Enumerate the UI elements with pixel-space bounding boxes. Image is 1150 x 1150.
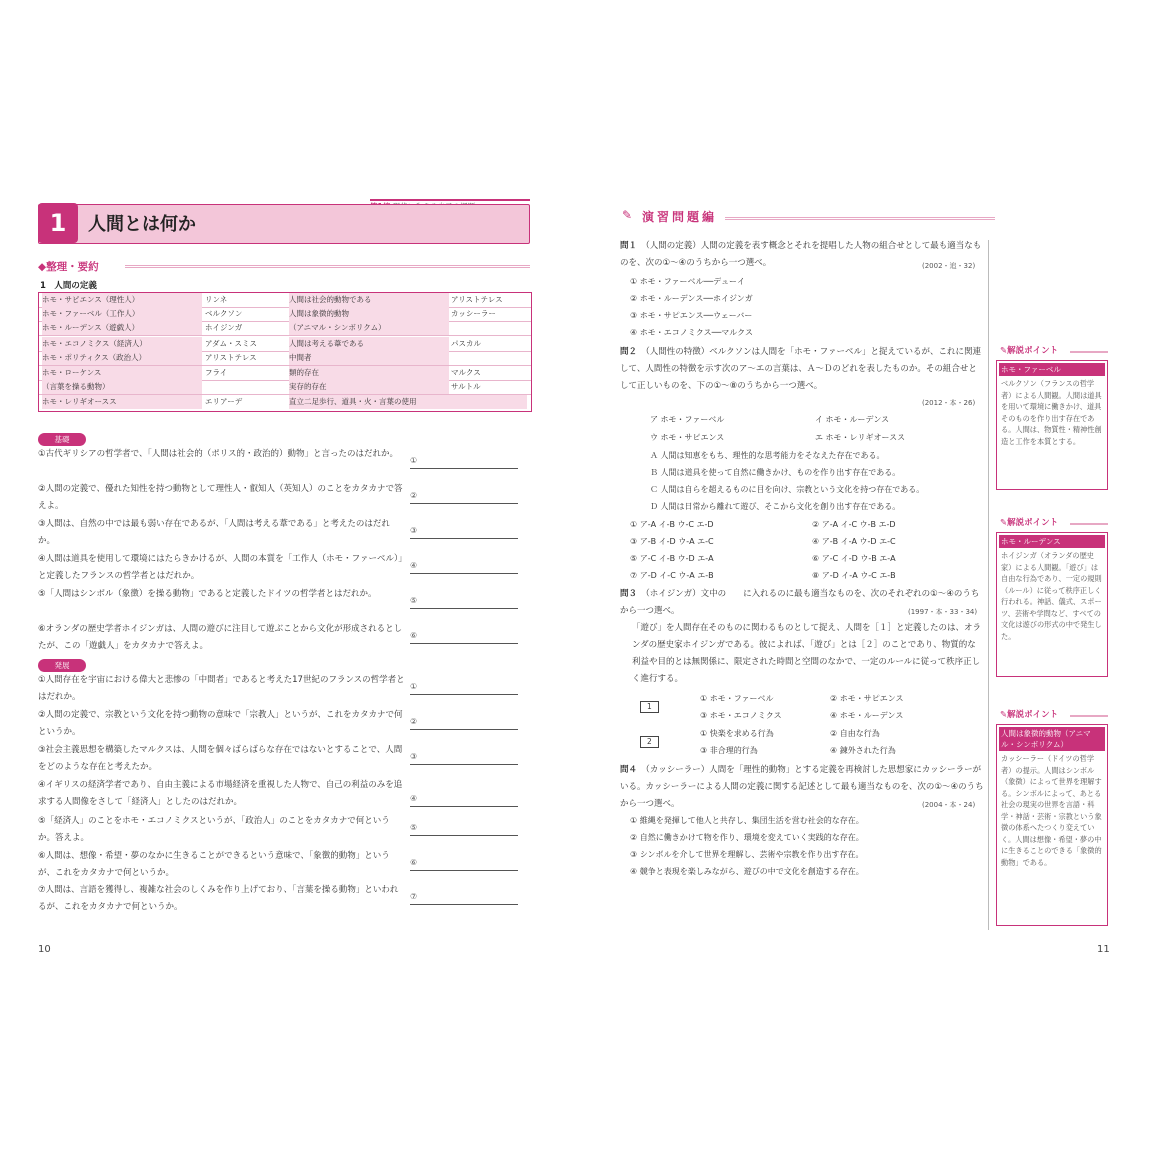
q2-word-3: ウ ホモ・サピエンス <box>650 433 725 442</box>
pencil-icon: ✎ <box>622 208 633 222</box>
question-3-passage: 「遊び」を人間存在そのものに関わるものとして捉え、人間を［１］と定義したのは、オランダの歴史家ホイジンガである。彼によれば、「遊び」とは［２］のことであり、物質的な利益や目的とは無関係に、限定された時間と空間のなかで、一定のルールに従って秩序正しく進行する。 <box>632 623 982 684</box>
page-number-left: 10 <box>38 944 51 955</box>
definition-table <box>38 292 532 412</box>
q3-opts1-1[interactable]: ① ホモ・ファーベル <box>700 694 774 703</box>
column-divider <box>988 240 989 930</box>
basic-question-2: ②人間の定義で、優れた知性を持つ動物として理性人・叡知人（英知人）のことをカタカナで答えよ。 <box>38 484 403 511</box>
q2-word-1: ア ホモ・ファーベル <box>650 415 725 424</box>
table-row: ホモ・ローケンス フライ 類的存在 マルクス <box>39 366 531 381</box>
answer-line-6[interactable]: ⑥ <box>410 627 518 644</box>
advanced-question-3: ③社会主義思想を構築したマルクスは、人間を個々ばらばらな存在ではないとすることで、人間をどのような存在と考えたか。 <box>38 745 403 772</box>
hint-head-2: ホモ・ルーデンス <box>999 535 1105 548</box>
subsection-title: 1 人間の定義 <box>40 281 97 291</box>
q4-option-1[interactable]: ① 維縄を発揮して他人と共存し、集団生活を営む社会的な存在。 <box>630 816 864 825</box>
q1-option-3[interactable]: ③ ホモ・サピエンス──ウェーバー <box>630 311 753 320</box>
hint-body-3: カッシーラー（ドイツの哲学者）の提示。人間はシンボル（象徴）によって世界を理解する。シンボルによって、あとる社会の現実の世界を言語・科学・神話・芸術・宗教という象徴の体系へたつくり変えていく。人間は想像・希望・夢の中に生きることのできる「象徴的動物」である。 <box>1001 754 1102 867</box>
basic-question-6: ⑥オランダの歴史学者ホイジンガは、人間の遊びに注目して遊ぶことから文化が形成されるとしたが、この「遊戯人」をカタカナで答えよ。 <box>38 624 403 651</box>
q2-choice-3[interactable]: ③ ア-B イ-D ウ-A エ-C <box>630 537 714 546</box>
answer-line-2[interactable]: ② <box>410 487 518 504</box>
advanced-question-1: ①人間存在を宇宙における偉大と悲惨の「中間者」であると考えた17世紀のフランスの哲学者とはだれか。 <box>38 675 405 702</box>
basic-question-5: ⑤「人間はシンボル（象徴）を操る動物」であると定義したドイツの哲学者とはだれか。 <box>38 589 377 599</box>
hint-box-2 <box>996 532 1108 677</box>
adv-answer-line-6[interactable]: ⑥ <box>410 854 518 871</box>
q4-option-2[interactable]: ② 自然に働きかけて物を作り、環境を変えていく実践的な存在。 <box>630 833 864 842</box>
answer-line-5[interactable]: ⑤ <box>410 592 518 609</box>
adv-answer-line-1[interactable]: ① <box>410 678 518 695</box>
hint-title-2: ✎解説ポイント <box>1000 518 1059 528</box>
basic-question-1: ①古代ギリシアの哲学者で、「人間は社会的（ポリス的・政治的）動物」と言ったのはだれか。 <box>38 449 399 459</box>
hint-box-1 <box>996 360 1108 490</box>
q2-choice-1[interactable]: ① ア-A イ-B ウ-C エ-D <box>630 520 714 529</box>
hint-divider-3 <box>1070 715 1108 717</box>
blank-box-1: 1 <box>640 698 659 715</box>
hint-divider-1 <box>1070 351 1108 353</box>
question-2-ref: (2012・本・26) <box>922 399 976 407</box>
hint-title-1: ✎解説ポイント <box>1000 346 1059 356</box>
table-row: ホモ・レリギオースス エリアーデ 直立二足歩行、道具・火・言葉の使用 <box>39 395 531 409</box>
q3-opts1-2[interactable]: ② ホモ・サピエンス <box>830 694 904 703</box>
adv-answer-line-5[interactable]: ⑤ <box>410 819 518 836</box>
q3-opts2-4[interactable]: ④ 錬外された行為 <box>830 746 896 755</box>
badge-advanced: 発展 <box>38 659 86 672</box>
adv-answer-line-7[interactable]: ⑦ <box>410 888 518 905</box>
chapter-number: 1 <box>38 203 78 243</box>
q2-choice-2[interactable]: ② ア-A イ-C ウ-B エ-D <box>812 520 896 529</box>
q2-choice-6[interactable]: ⑥ ア-C イ-D ウ-B エ-A <box>812 554 896 563</box>
hint-body-1: ベルクソン（フランスの哲学者）による人間観。人間は道具を用いて環境に働きかけ、道具そのものを作り出す存在である。人間は、物質性・精神性創造と工作を本質とする。 <box>1001 379 1102 446</box>
adv-answer-line-3[interactable]: ③ <box>410 748 518 765</box>
q1-option-1[interactable]: ① ホモ・ファーベル──デューイ <box>630 277 745 286</box>
badge-basic: 基礎 <box>38 433 86 446</box>
q3-opts1-4[interactable]: ④ ホモ・ルーデンス <box>830 711 904 720</box>
basic-question-4: ④人間は道具を使用して環境にはたらきかけるが、人間の本質を「工作人（ホモ・ファーベル）」と定義したフランスの哲学者とはだれか。 <box>38 554 403 581</box>
q3-opts2-3[interactable]: ③ 非合理的行為 <box>700 746 758 755</box>
q2-meaning-a: Ａ 人間は知恵をもち、理性的な思考能力をそなえた存在である。 <box>650 451 885 460</box>
basic-question-3: ③人間は、自然の中では最も弱い存在であるが、「人間は考える葦である」と考えたのはだれか。 <box>38 519 390 546</box>
q1-option-2[interactable]: ② ホモ・ルーデンス──ホイジンガ <box>630 294 753 303</box>
answer-line-4[interactable]: ④ <box>410 557 518 574</box>
q3-opts2-2[interactable]: ② 自由な行為 <box>830 729 880 738</box>
q2-choice-8[interactable]: ⑧ ア-D イ-A ウ-C エ-B <box>812 571 896 580</box>
section-title: ◆整理・要約 <box>38 261 99 273</box>
table-row: ホモ・ファーベル（工作人） ベルクソン 人間は象徴的動物 カッシーラー <box>39 307 531 322</box>
hint-divider-2 <box>1070 523 1108 525</box>
q2-choice-5[interactable]: ⑤ ア-C イ-B ウ-D エ-A <box>630 554 714 563</box>
exercise-divider <box>725 217 995 220</box>
adv-answer-line-2[interactable]: ② <box>410 713 518 730</box>
q2-choice-4[interactable]: ④ ア-B イ-A ウ-D エ-C <box>812 537 896 546</box>
hint-head-1: ホモ・ファーベル <box>999 363 1105 376</box>
section-divider <box>125 265 530 268</box>
blank-box-2: 2 <box>640 733 659 750</box>
q2-word-4: エ ホモ・レリギオースス <box>815 433 906 442</box>
hint-box-3 <box>996 724 1108 926</box>
table-row: ホモ・エコノミクス（経済人） アダム・スミス 人間は考える葦である パスカル <box>39 337 531 352</box>
advanced-question-5: ⑤「経済人」のことをホモ・エコノミクスというが、「政治人」のことをカタカナで何というか。答えよ。 <box>38 816 390 843</box>
advanced-question-2: ②人間の定義で、宗教という文化を持つ動物の意味で「宗教人」というが、これをカタカナで何というか。 <box>38 710 403 737</box>
question-3-ref: (1997・本・33・34) <box>908 608 978 616</box>
question-2: 問２ （人間性の特徴）ベルクソンは人間を「ホモ・ファーベル」と捉えているが、これに関連して、人間性の特徴を示す次のア〜エの言葉は、Ａ〜Ｄのどれを表したものか。その組合せとして正しいものを、下の①〜⑧のうちから一つ選べ。 <box>620 347 981 391</box>
q2-choice-7[interactable]: ⑦ ア-D イ-C ウ-A エ-B <box>630 571 714 580</box>
q3-opts1-3[interactable]: ③ ホモ・エコノミクス <box>700 711 782 720</box>
table-row: ホモ・ルーデンス（遊戯人） ホイジンガ （アニマル・シンボリクム） <box>39 321 531 336</box>
page-number-right: 11 <box>1097 944 1110 955</box>
question-1: 問１ （人間の定義）人間の定義を表す概念とそれを提唱した人物の組合せとして最も適当なものを、次の①〜④のうちから一つ選べ。 <box>620 241 982 268</box>
table-row: ホモ・サピエンス（理性人） リンネ 人間は社会的動物である アリストテレス <box>39 293 531 308</box>
advanced-question-6: ⑥人間は、想像・希望・夢のなかに生きることができるという意味で、「象徴的動物」というが、これをカタカナで何というか。 <box>38 851 390 878</box>
q2-meaning-c: Ｃ 人間は自らを超えるものに目を向け、宗教という文化を持つ存在である。 <box>650 485 925 494</box>
adv-answer-line-4[interactable]: ④ <box>410 790 518 807</box>
question-4: 問４ （カッシーラー）人間を「理性的動物」とする定義を再検討した思想家にカッシーラーがいる。カッシーラーによる人間の定義に関する記述として最も適当なものを、次の①〜④のうちから一つ選べ。 <box>620 765 984 809</box>
table-row: （言葉を操る動物） 実存的存在 サルトル <box>39 380 531 395</box>
hint-head-3: 人間は象徴的動物（アニマル・シンボリクム） <box>999 727 1105 751</box>
q1-option-4[interactable]: ④ ホモ・エコノミクス──マルクス <box>630 328 754 337</box>
q4-option-4[interactable]: ④ 競争と表現を楽しみながら、遊びの中で文化を創造する存在。 <box>630 867 864 876</box>
table-row: ホモ・ポリティクス（政治人） アリストテレス 中間者 <box>39 351 531 366</box>
question-1-ref: (2002・追・32) <box>922 262 976 270</box>
question-3: 問３ （ホイジンガ）文中の に入れるのに最も適当なものを、次のそれぞれの①〜④のうちから一つ選べ。 <box>620 589 980 616</box>
question-4-ref: (2004・本・24) <box>922 801 976 809</box>
advanced-question-4: ④イギリスの経済学者であり、自由主義による市場経済を重視した人物で、自己の利益のみを追求する人間像をさして「経済人」としたのはだれか。 <box>38 780 403 807</box>
q3-opts2-1[interactable]: ① 快楽を求める行為 <box>700 729 774 738</box>
q2-meaning-d: Ｄ 人間は日常から離れて遊び、そこから文化を創り出す存在である。 <box>650 502 901 511</box>
q4-option-3[interactable]: ③ シンボルを介して世界を理解し、芸術や宗教を作り出す存在。 <box>630 850 864 859</box>
q2-meaning-b: Ｂ 人間は道具を使って自然に働きかけ、ものを作り出す存在である。 <box>650 468 901 477</box>
q2-word-2: イ ホモ・ルーデンス <box>815 415 890 424</box>
chapter-title: 人間とは何か <box>88 214 196 235</box>
answer-line-1[interactable]: ① <box>410 452 518 469</box>
answer-line-3[interactable]: ③ <box>410 522 518 539</box>
hint-title-3: ✎解説ポイント <box>1000 710 1059 720</box>
exercise-title: 演習問題編 <box>642 210 718 224</box>
advanced-question-7: ⑦人間は、言語を獲得し、複雑な社会のしくみを作り上げており、「言葉を操る動物」といわれるが、これをカタカナで何というか。 <box>38 885 399 912</box>
hint-body-2: ホイジンガ（オランダの歴史家）による人間観。「遊び」は自由な行為であり、一定の規則（ルール）に従って秩序正しく行われる。神話、儀式、スポーツ、芸術や学問など、すべての文化は遊びの形式の中で発生した。 <box>1001 551 1102 641</box>
